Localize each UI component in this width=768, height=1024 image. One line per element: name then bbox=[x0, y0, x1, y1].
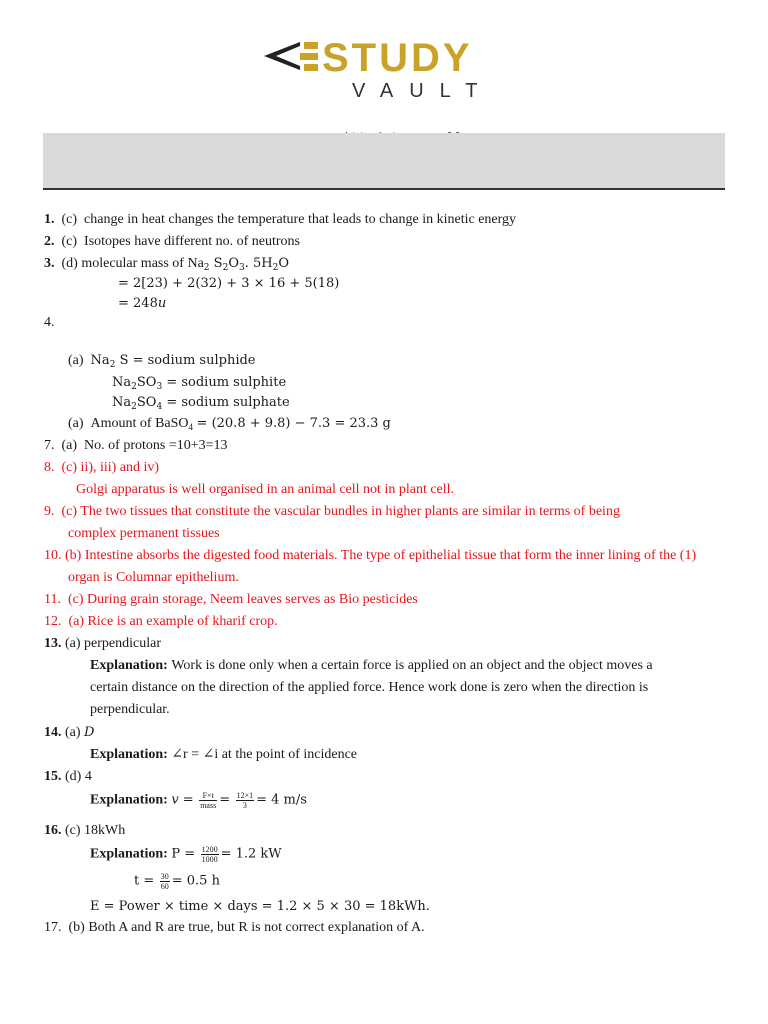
formula-part: SO bbox=[136, 375, 157, 390]
answer-14 bbox=[44, 724, 94, 742]
answer-4-number: 4. bbox=[44, 315, 55, 330]
step-value: = 248 bbox=[118, 296, 158, 311]
answer-11 bbox=[44, 591, 418, 609]
answer-text: Isotopes have different no. of neutrons bbox=[84, 234, 300, 249]
answer-13 bbox=[44, 635, 161, 653]
answer-number: 16. bbox=[44, 823, 62, 838]
answer-8 bbox=[44, 459, 159, 477]
answer-3: 3. (d) molecular mass of $Na_2$ $S_2O_3$. $5H_2O$ bbox=[44, 256, 289, 273]
answer-option: (a) bbox=[68, 416, 84, 431]
answer-text: Amount of BaSO bbox=[90, 416, 189, 431]
fraction bbox=[201, 845, 219, 864]
answer-9-cont: complex permanent tissues bbox=[68, 526, 220, 541]
answer-10 bbox=[44, 547, 696, 565]
answer-3-step-2 bbox=[118, 295, 166, 313]
formula-part: Na bbox=[112, 395, 132, 410]
answer-16 bbox=[44, 822, 125, 840]
answer-13-explanation-1 bbox=[90, 657, 653, 675]
answer-number: 15. bbox=[44, 769, 62, 784]
arrow-logo-icon bbox=[262, 34, 322, 84]
answer-number: 3. bbox=[44, 256, 55, 271]
answer-option: (c) bbox=[61, 234, 78, 249]
answer-text: (b) Intestine absorbs the digested food materials. The type of epithelial tissue that form the inner lining of the (1) bbox=[65, 548, 697, 563]
fraction bbox=[160, 872, 170, 891]
answer-15 bbox=[44, 768, 92, 786]
answer-number: 7. bbox=[44, 438, 55, 453]
fraction-numerator: 1200 bbox=[201, 845, 218, 854]
answer-13-explanation-2: certain distance on the direction of the applied force. Hence work done is zero when the direction is bbox=[90, 680, 649, 695]
formula-part: S bbox=[213, 256, 223, 271]
answer-option: (c) 18kWh bbox=[65, 823, 126, 838]
answer-text: (c) The two tissues that constitute the vascular bundles in higher plants are similar in terms of being bbox=[61, 504, 620, 519]
formula-part: P = bbox=[171, 846, 196, 862]
answer-number: 8. bbox=[44, 460, 55, 475]
fraction-numerator: F×t bbox=[199, 791, 217, 801]
answer-2 bbox=[44, 233, 300, 251]
header-bar bbox=[43, 133, 725, 190]
explanation-text: Work is done only when a certain force is applied on an object and the object moves a bbox=[171, 658, 653, 673]
answer-16-explanation-1 bbox=[90, 845, 282, 864]
formula-result: = 0.5 h bbox=[171, 873, 220, 889]
logo-vault-text: VAULT bbox=[352, 80, 494, 102]
answer-1 bbox=[44, 211, 516, 229]
answer-16-explanation-2 bbox=[134, 872, 220, 891]
answer-text: (c) During grain storage, Neem leaves serves as Bio pesticides bbox=[67, 592, 418, 607]
formula-part: = sodium sulphate bbox=[166, 395, 290, 410]
answer-number: 10. bbox=[44, 548, 62, 563]
answer-13-explanation-3: perpendicular. bbox=[90, 702, 170, 717]
answer-number: 12. bbox=[44, 614, 62, 629]
fraction-denominator: 60 bbox=[160, 882, 169, 891]
formula-part: SO bbox=[136, 395, 157, 410]
answer-16-explanation-3: E = Power × time × days = 1.2 × 5 × 30 = 18kWh. bbox=[90, 899, 430, 914]
fraction-denominator: 3 bbox=[242, 801, 247, 810]
formula-result: = 1.2 kW bbox=[220, 846, 282, 862]
answer-7 bbox=[44, 437, 228, 455]
fraction-denominator: 1000 bbox=[201, 855, 218, 864]
answer-17 bbox=[44, 919, 425, 937]
answer-text: (c) ii), iii) and iv) bbox=[61, 460, 160, 475]
explanation-label: Explanation: bbox=[90, 792, 168, 808]
formula-part: t = bbox=[134, 873, 155, 889]
answer-15-explanation: Explanation: v = $\frac{F\times t}{\text{mass}}$ = $\frac{12\times 1}{3}$ = 4 m/s bbox=[90, 791, 307, 810]
answer-text: change in heat changes the temperature that leads to change in kinetic energy bbox=[84, 212, 517, 227]
answer-4-line-1: (a) $Na_2$ S = sodium sulphide bbox=[68, 353, 256, 370]
answer-number: 17. bbox=[44, 920, 62, 935]
explanation-label: Explanation: bbox=[90, 658, 168, 673]
step-unit: u bbox=[157, 296, 167, 311]
fraction-denominator: mass bbox=[200, 801, 217, 810]
answer-4-line-2: $Na_2SO_3$ = sodium sulphite bbox=[112, 375, 287, 392]
formula-part: S = sodium sulphide bbox=[119, 353, 256, 368]
explanation-label: Explanation: bbox=[90, 747, 168, 762]
formula-part: = sodium sulphite bbox=[166, 375, 287, 390]
formula-part: Na bbox=[112, 375, 132, 390]
answer-option: (d) bbox=[61, 256, 78, 271]
fraction-numerator: 30 bbox=[160, 872, 169, 881]
answer-4-line-3: $Na_2SO_4$ = sodium sulphate bbox=[112, 395, 290, 412]
fraction bbox=[236, 791, 255, 810]
answer-14-explanation bbox=[90, 746, 357, 764]
explanation-text: ∠r = ∠i at the point of incidence bbox=[171, 747, 358, 762]
answer-option: (a) bbox=[65, 725, 81, 740]
answer-number: 14. bbox=[44, 725, 62, 740]
answer-text: (b) Both A and R are true, but R is not correct explanation of A. bbox=[68, 920, 425, 935]
answer-option: (a) bbox=[61, 438, 78, 453]
answer-value: D bbox=[84, 725, 95, 740]
answer-8-note: Golgi apparatus is well organised in an animal cell not in plant cell. bbox=[76, 482, 455, 497]
answer-text: molecular mass of Na bbox=[81, 256, 204, 271]
formula-result: = 4 m/s bbox=[256, 792, 307, 808]
answer-10-cont: organ is Columnar epithelium. bbox=[68, 570, 239, 585]
answer-option: (a) perpendicular bbox=[65, 636, 161, 651]
answer-text: (a) Rice is an example of kharif crop. bbox=[68, 614, 278, 629]
answer-expression: = (20.8 + 9.8) − 7.3 = 23.3 g bbox=[196, 416, 391, 431]
explanation-label: Explanation: bbox=[90, 846, 168, 862]
answer-option: (c) bbox=[61, 212, 78, 227]
answer-option: (a) bbox=[68, 353, 84, 368]
answer-3-step-1: = 2[23) + 2(32) + 3 × 16 + 5(18) bbox=[118, 276, 340, 291]
answer-5: (a) Amount of BaSO$_4$ = (20.8 + 9.8) − 7.3 = 23.3 g bbox=[68, 416, 391, 432]
logo-study-text: STUDY bbox=[322, 36, 473, 80]
answer-number: 2. bbox=[44, 234, 55, 249]
answer-9 bbox=[44, 503, 620, 521]
formula-part: Na bbox=[90, 353, 110, 368]
formula-part: v = bbox=[171, 792, 194, 808]
fraction-numerator: 12×1 bbox=[236, 791, 254, 800]
answer-number: 13. bbox=[44, 636, 62, 651]
answer-number: 1. bbox=[44, 212, 55, 227]
answer-text: No. of protons =10+3=13 bbox=[84, 438, 228, 453]
study-vault-logo bbox=[262, 34, 508, 118]
answer-number: 9. bbox=[44, 504, 55, 519]
answer-option: (d) 4 bbox=[65, 769, 92, 784]
fraction bbox=[199, 791, 217, 810]
answer-12 bbox=[44, 613, 278, 631]
answer-number: 11. bbox=[44, 592, 61, 607]
